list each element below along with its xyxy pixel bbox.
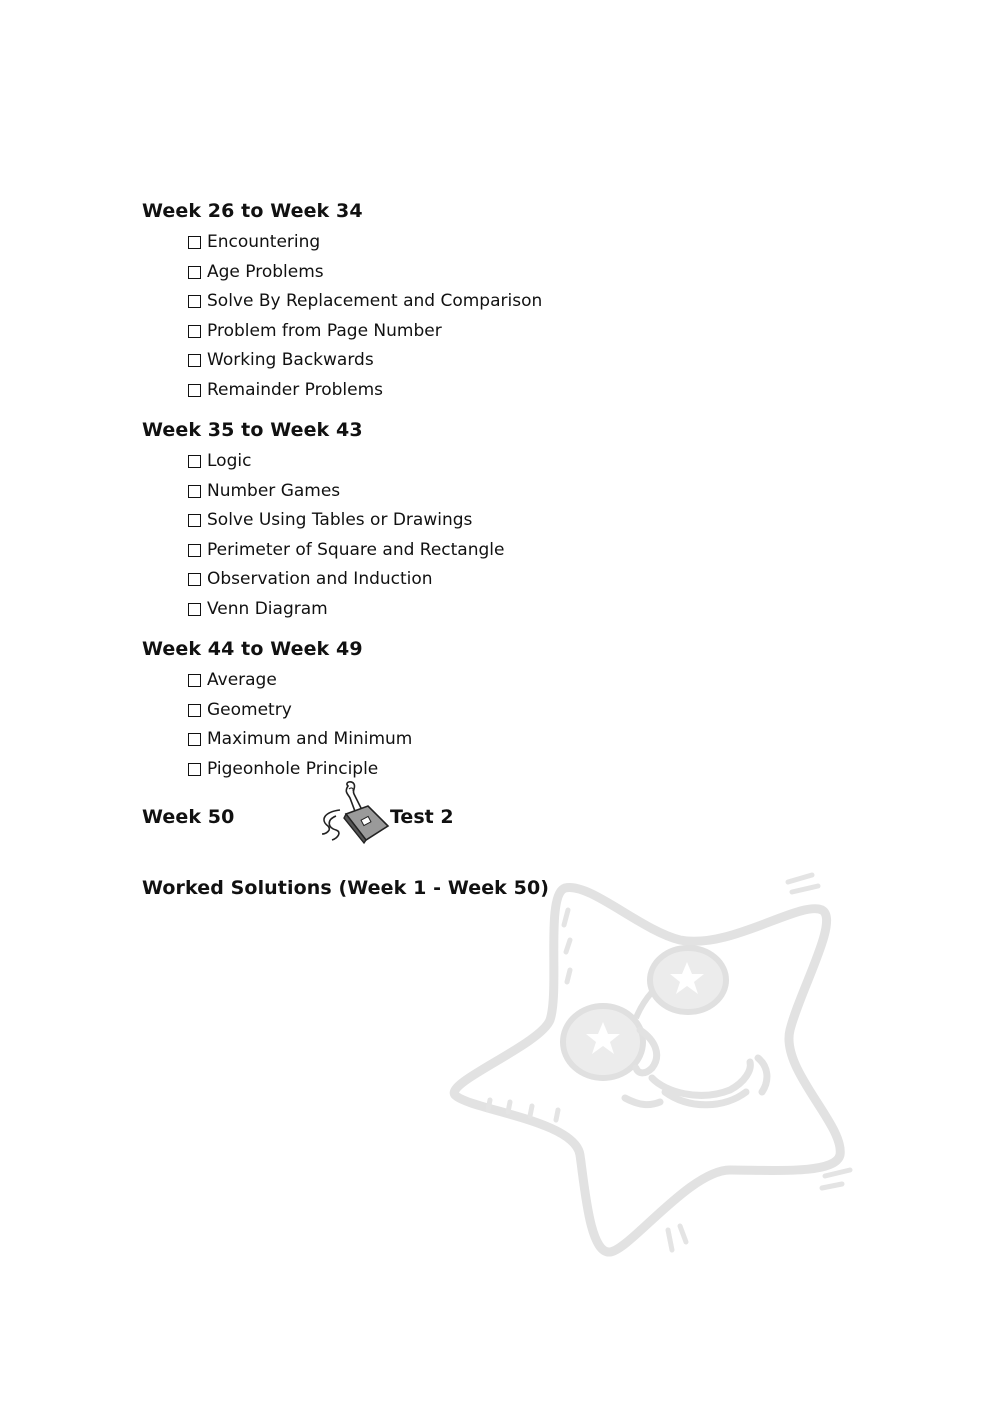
checkbox-icon[interactable]	[188, 384, 201, 397]
star-mascot-icon	[440, 870, 860, 1265]
topic-item	[188, 350, 542, 380]
topic-label: Problem from Page Number	[207, 320, 442, 341]
topic-item	[188, 262, 542, 292]
topic-label: Pigeonhole Principle	[207, 758, 379, 779]
checkbox-icon[interactable]	[188, 733, 201, 746]
topic-item	[188, 510, 504, 540]
topic-list-week-26-34	[188, 232, 542, 409]
topic-label: Encountering	[207, 232, 321, 252]
topic-item	[188, 569, 504, 599]
topic-label: Geometry	[207, 699, 292, 720]
checkbox-icon[interactable]	[188, 266, 201, 279]
checkbox-icon[interactable]	[188, 295, 201, 308]
topic-item	[188, 729, 412, 759]
topic-item	[188, 232, 542, 262]
topic-item	[188, 540, 504, 570]
topic-label: Age Problems	[207, 261, 324, 282]
worked-solutions-heading: Worked Solutions (Week 1 - Week 50)	[142, 877, 550, 899]
topic-item	[188, 291, 542, 321]
checkbox-icon[interactable]	[188, 236, 201, 249]
checkbox-icon[interactable]	[188, 325, 201, 338]
topic-label: Maximum and Minimum	[207, 729, 413, 749]
checkbox-icon[interactable]	[188, 763, 201, 776]
topic-label: Working Backwards	[207, 350, 374, 370]
topic-label: Solve By Replacement and Comparison	[207, 291, 543, 311]
topic-label: Logic	[207, 451, 252, 471]
topic-label: Average	[207, 670, 277, 690]
checkbox-icon[interactable]	[188, 603, 201, 616]
topic-item	[188, 451, 504, 481]
topic-list-week-44-49	[188, 670, 412, 788]
checkbox-icon[interactable]	[188, 674, 201, 687]
checkbox-icon[interactable]	[188, 455, 201, 468]
checkbox-icon[interactable]	[188, 485, 201, 498]
test-label: Test 2	[390, 806, 454, 828]
checkbox-icon[interactable]	[188, 544, 201, 557]
section-heading-week-50: Week 50	[142, 806, 235, 828]
topic-item	[188, 380, 542, 410]
checkbox-icon[interactable]	[188, 573, 201, 586]
topic-item	[188, 670, 412, 700]
topic-list-week-35-43	[188, 451, 504, 628]
topic-label: Number Games	[207, 480, 341, 501]
topic-item	[188, 481, 504, 511]
section-heading-week-26-34: Week 26 to Week 34	[142, 200, 363, 222]
checkbox-icon[interactable]	[188, 354, 201, 367]
rubber-stamp-icon	[318, 780, 394, 846]
topic-item	[188, 599, 504, 629]
topic-label: Venn Diagram	[207, 598, 328, 619]
topic-label: Observation and Induction	[207, 569, 433, 589]
topic-item	[188, 700, 412, 730]
checkbox-icon[interactable]	[188, 514, 201, 527]
topic-item	[188, 321, 542, 351]
topic-label: Perimeter of Square and Rectangle	[207, 539, 505, 560]
topic-label: Solve Using Tables or Drawings	[207, 510, 473, 530]
section-heading-week-35-43: Week 35 to Week 43	[142, 419, 363, 441]
section-heading-week-44-49: Week 44 to Week 49	[142, 638, 363, 660]
topic-label: Remainder Problems	[207, 379, 383, 400]
checkbox-icon[interactable]	[188, 704, 201, 717]
